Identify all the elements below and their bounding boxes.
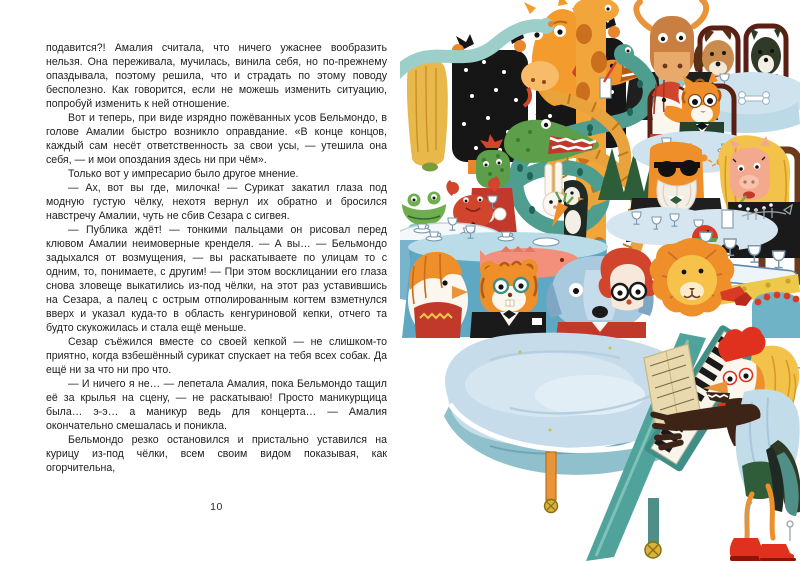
paragraph: Вот и теперь, при виде изрядно пожёванных усов Бельмондо, в голове Амалии быстро возникло оправдание. «В конце концов, каждый сам несёт ответственность за свои усы, — утешила она себя, — и мои опоздания здесь ни при чём». [46,112,387,166]
white-hen [408,252,468,338]
lion [650,238,735,317]
hamster-in-tuxedo [470,259,546,338]
red-platform-shoes [730,538,796,561]
paragraph: — Ах, вот вы где, милочка! — Сурикат закатил глаза под модную густую чёлку, нехотя вернул их обратно и бросился навстречу Амалии, чуть не сбив Сезара с сигвея. [46,182,387,222]
restaurant-illustration [400,0,800,561]
page-number: 10 [210,501,223,513]
paragraph: Только вот у импресарио было другое мнение. [68,168,299,180]
paragraph: Бельмондо резко остановился и пристально уставился на курицу из-под чёлки, всем своим видом показывая, как огорчительна, [46,434,387,474]
piano-rear-leg [645,498,661,558]
right-page [400,0,800,561]
paragraph: — Публика ждёт! — тонкими пальцами он рисовал перед клювом Амалии неимоверные кренделя. — А вы… — Бельмондо задыхался от возмущения, — вы раскатываете по улицам то с одним, то, понимаете, с другим! — При этом восклицании его глаза снова зловеще выкатились из-под чёлки, на этот раз уставившись на Сезара, а палец с острым отполированным когтем взметнулся вверх и указал куда-то в область кенгуриновой кепки, отчего та будто скукожилась и стала ещё меньше. [46,224,387,334]
text-block [46,41,387,475]
paragraph: — И ничего я не… — лепетала Амалия, пока Бельмондо тащил её за крылья на сцену, — не раскатываю! Просто маникурщица была… э-э… а маникур ведь для концерта… — Амалия окончательно смешалась и поникла. [46,378,387,432]
paragraph: Сезар съёжился вместе со своей кепкой — не слишком-то приятно, когда взбешённый сурикат спускает на тебя всех собак. Да ещё ни за что ни про что. [46,336,387,376]
piano-front-leg [545,452,558,513]
golden-hair-figure [407,57,448,171]
paragraph: подавится?! Амалия считала, что ничего ужаснее вообразить нельзя. Она переживала, мучилась, винила себя, но по-прежнему опаздывала, поэтому решила, что и страдать по этому поводу бесполезно. Как говорится, если не можешь изменить ситуацию, попробуй изменить к ней отношение. [46,42,387,110]
